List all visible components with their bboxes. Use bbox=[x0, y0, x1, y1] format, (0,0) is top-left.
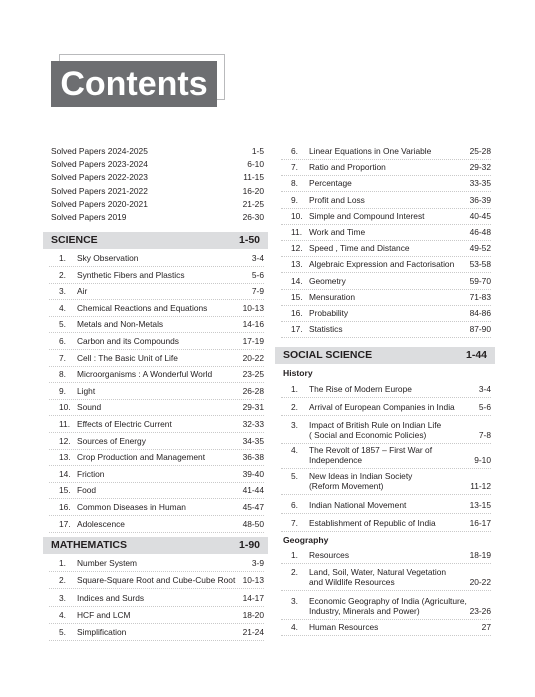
entry-title: Cell : The Basic Unit of Life bbox=[77, 352, 178, 363]
entry-number: 4. bbox=[59, 302, 66, 313]
entry-number: 10. bbox=[291, 210, 303, 221]
toc-entry[interactable] bbox=[49, 575, 264, 589]
entry-pages: 18-20 bbox=[242, 609, 264, 620]
section-title: SOCIAL SCIENCE bbox=[283, 349, 373, 361]
entry-number: 10. bbox=[59, 402, 71, 413]
toc-entry[interactable] bbox=[281, 567, 491, 591]
entry-number: 3. bbox=[291, 596, 298, 606]
entry-title: Solved Papers 2022-2023 bbox=[51, 172, 148, 183]
toc-entry[interactable] bbox=[49, 172, 264, 185]
entry-title: Land, Soil, Water, Natural Vegetation and Wildlife Resources bbox=[309, 567, 447, 587]
entry-number: 4. bbox=[59, 609, 66, 620]
entry-title: Linear Equations in One Variable bbox=[309, 146, 432, 156]
entry-title: Economic Geography of India (Agriculture, Industry, Minerals and Power) bbox=[309, 596, 467, 616]
entry-title: Algebraic Expression and Factorisation bbox=[309, 259, 455, 270]
entry-pages: 16-17 bbox=[469, 518, 491, 528]
entry-pages: 3-4 bbox=[251, 253, 264, 263]
section-title: SCIENCE bbox=[51, 234, 98, 246]
entry-title: The Rise of Modern Europe bbox=[309, 384, 412, 394]
toc-entry[interactable] bbox=[49, 319, 264, 333]
entry-title: The Revolt of 1857 – First War of Independence bbox=[309, 445, 433, 465]
entry-pages: 32-33 bbox=[242, 419, 264, 429]
toc-entry[interactable] bbox=[49, 485, 264, 499]
entry-pages: 36-38 bbox=[242, 452, 264, 463]
entry-pages: 10-13 bbox=[242, 575, 264, 586]
toc-entry[interactable] bbox=[49, 469, 264, 483]
toc-entry[interactable] bbox=[49, 452, 264, 466]
entry-pages: 5-6 bbox=[478, 402, 491, 412]
entry-title: Percentage bbox=[309, 178, 352, 189]
entry-pages: 14-17 bbox=[242, 592, 264, 603]
entry-title: Common Diseases in Human bbox=[77, 502, 186, 512]
toc-entry[interactable] bbox=[281, 550, 491, 564]
entry-pages: 20-22 bbox=[242, 352, 264, 363]
entry-number: 1. bbox=[291, 384, 298, 394]
toc-entry[interactable] bbox=[49, 386, 264, 400]
entry-title: Solved Papers 2024-2025 bbox=[51, 146, 148, 156]
entry-pages: 11-12 bbox=[470, 481, 491, 491]
toc-entry[interactable] bbox=[281, 518, 491, 532]
toc-entry[interactable] bbox=[281, 162, 491, 176]
entry-pages: 5-6 bbox=[251, 269, 264, 280]
entry-number: 7. bbox=[291, 162, 298, 173]
entry-title: Simplification bbox=[77, 627, 127, 638]
page-title: Contents bbox=[60, 65, 208, 103]
entry-title: Solved Papers 2023-2024 bbox=[51, 159, 148, 170]
entry-number: 2. bbox=[291, 402, 298, 412]
entry-number: 3. bbox=[291, 420, 298, 430]
entry-title: Resources bbox=[309, 550, 350, 560]
entry-number: 17. bbox=[59, 518, 71, 529]
section-pages: 1-50 bbox=[238, 234, 260, 246]
toc-entry[interactable] bbox=[281, 420, 491, 444]
toc-entry[interactable] bbox=[281, 471, 491, 495]
entry-number: 16. bbox=[291, 308, 303, 318]
entry-number: 3. bbox=[59, 286, 66, 297]
toc-entry[interactable] bbox=[281, 276, 491, 290]
entry-pages: 45-47 bbox=[242, 502, 264, 512]
entry-number: 3. bbox=[59, 592, 66, 603]
entry-pages: 23-26 bbox=[469, 606, 491, 616]
entry-pages: 7-9 bbox=[251, 286, 264, 297]
entry-title: Geometry bbox=[309, 275, 346, 286]
geography-subheading: Geography bbox=[283, 535, 329, 545]
entry-number: 5. bbox=[59, 319, 66, 330]
entry-title: Square-Square Root and Cube-Cube Root bbox=[77, 575, 236, 586]
toc-entry[interactable] bbox=[281, 259, 491, 273]
entry-pages: 6-10 bbox=[247, 159, 264, 170]
toc-entry[interactable] bbox=[49, 353, 264, 367]
toc-entry[interactable] bbox=[281, 384, 491, 398]
toc-entry[interactable] bbox=[281, 622, 491, 636]
section-title: MATHEMATICS bbox=[51, 539, 128, 551]
entry-title: Statistics bbox=[309, 324, 343, 335]
toc-entry[interactable] bbox=[49, 303, 264, 317]
entry-title: Ratio and Proportion bbox=[309, 162, 386, 173]
toc-entry[interactable] bbox=[281, 324, 491, 338]
entry-number: 4. bbox=[291, 445, 298, 455]
entry-number: 5. bbox=[291, 471, 298, 481]
entry-title: Solved Papers 2020-2021 bbox=[51, 198, 148, 209]
toc-entry[interactable] bbox=[281, 146, 491, 160]
entry-pages: 3-4 bbox=[478, 384, 491, 394]
toc-entry[interactable] bbox=[281, 211, 491, 225]
entry-title: Sources of Energy bbox=[77, 435, 146, 446]
entry-pages: 7-8 bbox=[478, 430, 491, 440]
entry-pages: 71-83 bbox=[469, 291, 491, 302]
entry-number: 1. bbox=[291, 550, 298, 560]
entry-number: 4. bbox=[291, 622, 298, 632]
entry-pages: 21-25 bbox=[242, 198, 264, 209]
entry-title: Sound bbox=[77, 402, 102, 413]
entry-title: New Ideas in Indian Society (Reform Movement) bbox=[309, 471, 413, 491]
entry-number: 8. bbox=[59, 369, 66, 380]
toc-entry[interactable] bbox=[281, 243, 491, 257]
entry-pages: 26-28 bbox=[242, 385, 264, 396]
entry-title: Profit and Loss bbox=[309, 194, 365, 205]
entry-pages: 87-90 bbox=[469, 324, 491, 335]
entry-pages: 41-44 bbox=[242, 485, 264, 496]
toc-entry[interactable] bbox=[49, 199, 264, 212]
entry-pages: 40-45 bbox=[469, 210, 491, 221]
entry-pages: 48-50 bbox=[242, 518, 264, 529]
toc-entry[interactable] bbox=[281, 500, 491, 514]
entry-pages: 25-28 bbox=[469, 146, 491, 156]
entry-number: 1. bbox=[59, 558, 66, 568]
entry-title: Arrival of European Companies in India bbox=[309, 402, 455, 412]
toc-entry[interactable] bbox=[281, 308, 491, 322]
history-subheading: History bbox=[283, 368, 313, 378]
entry-pages: 53-58 bbox=[469, 259, 491, 270]
entry-pages: 29-31 bbox=[242, 402, 264, 413]
toc-entry[interactable] bbox=[281, 445, 491, 469]
entry-number: 1. bbox=[59, 253, 66, 263]
toc-entry[interactable] bbox=[49, 519, 264, 533]
entry-title: Number System bbox=[77, 558, 138, 568]
entry-number: 11. bbox=[59, 419, 71, 429]
toc-entry[interactable] bbox=[49, 436, 264, 450]
entry-number: 6. bbox=[291, 500, 298, 510]
entry-title: Chemical Reactions and Equations bbox=[77, 302, 208, 313]
entry-pages: 16-20 bbox=[242, 185, 264, 196]
entry-pages: 3-9 bbox=[251, 558, 264, 568]
entry-pages: 84-86 bbox=[469, 308, 491, 318]
entry-title: Indian National Movement bbox=[309, 500, 407, 510]
entry-pages: 17-19 bbox=[242, 336, 264, 346]
entry-number: 15. bbox=[291, 291, 303, 302]
entry-title: HCF and LCM bbox=[77, 609, 131, 620]
toc-entry[interactable] bbox=[281, 227, 491, 241]
section-pages: 1-44 bbox=[465, 349, 487, 361]
entry-number: 2. bbox=[291, 567, 298, 577]
entry-title: Air bbox=[77, 286, 88, 297]
entry-pages: 26-30 bbox=[242, 212, 264, 222]
toc-entry[interactable] bbox=[49, 610, 264, 624]
entry-number: 2. bbox=[59, 269, 66, 280]
entry-pages: 13-15 bbox=[469, 500, 491, 510]
entry-number: 13. bbox=[59, 452, 71, 463]
entry-title: Light bbox=[77, 385, 96, 396]
toc-entry[interactable] bbox=[49, 593, 264, 607]
entry-number: 9. bbox=[291, 194, 298, 205]
toc-entry[interactable] bbox=[49, 419, 264, 433]
entry-number: 16. bbox=[59, 502, 71, 512]
entry-number: 12. bbox=[291, 243, 303, 254]
entry-pages: 33-35 bbox=[469, 178, 491, 189]
entry-number: 14. bbox=[59, 468, 71, 479]
entry-number: 7. bbox=[59, 352, 66, 363]
entry-number: 11. bbox=[291, 227, 303, 237]
mathematics-section-header bbox=[43, 537, 268, 554]
toc-entry[interactable] bbox=[49, 159, 264, 172]
entry-title: Microorganisms : A Wonderful World bbox=[77, 369, 213, 380]
toc-entry[interactable] bbox=[49, 369, 264, 383]
section-pages: 1-90 bbox=[238, 539, 260, 551]
entry-pages: 10-13 bbox=[242, 302, 264, 313]
toc-entry[interactable] bbox=[49, 286, 264, 300]
entry-title: Indices and Surds bbox=[77, 592, 145, 603]
entry-title: Solved Papers 2021-2022 bbox=[51, 185, 148, 196]
entry-number: 5. bbox=[59, 627, 66, 638]
entry-title: Establishment of Republic of India bbox=[309, 518, 436, 528]
toc-entry[interactable] bbox=[49, 336, 264, 350]
entry-title: Sky Observation bbox=[77, 253, 139, 263]
entry-pages: 39-40 bbox=[242, 468, 264, 479]
toc-entry[interactable] bbox=[49, 186, 264, 199]
entry-pages: 20-22 bbox=[469, 577, 491, 587]
entry-number: 15. bbox=[59, 485, 71, 496]
entry-number: 6. bbox=[59, 336, 66, 346]
entry-pages: 29-32 bbox=[469, 162, 491, 173]
entry-number: 2. bbox=[59, 575, 66, 586]
entry-pages: 21-24 bbox=[242, 627, 264, 638]
toc-entry[interactable] bbox=[281, 195, 491, 209]
entry-pages: 36-39 bbox=[469, 194, 491, 205]
entry-pages: 18-19 bbox=[469, 550, 491, 560]
toc-entry[interactable] bbox=[49, 558, 264, 572]
entry-pages: 9-10 bbox=[474, 455, 491, 465]
entry-title: Mensuration bbox=[309, 291, 356, 302]
entry-title: Adolescence bbox=[77, 518, 125, 529]
toc-entry[interactable] bbox=[49, 253, 264, 267]
toc-entry[interactable] bbox=[281, 402, 491, 416]
entry-title: Work and Time bbox=[309, 227, 366, 237]
entry-title: Carbon and its Compounds bbox=[77, 336, 179, 346]
entry-title: Solved Papers 2019 bbox=[51, 212, 127, 222]
entry-title: Food bbox=[77, 485, 97, 496]
entry-pages: 1-5 bbox=[251, 146, 264, 156]
entry-title: Speed , Time and Distance bbox=[309, 243, 410, 254]
toc-entry[interactable] bbox=[49, 212, 264, 225]
entry-number: 7. bbox=[291, 518, 298, 528]
entry-title: Simple and Compound Interest bbox=[309, 210, 425, 221]
entry-pages: 11-15 bbox=[243, 172, 264, 183]
toc-entry[interactable] bbox=[49, 627, 264, 641]
toc-entry[interactable] bbox=[49, 402, 264, 416]
social-science-section-header bbox=[275, 347, 495, 364]
entry-pages: 46-48 bbox=[469, 227, 491, 237]
entry-title: Crop Production and Management bbox=[77, 452, 206, 463]
entry-number: 13. bbox=[291, 259, 303, 270]
entry-title: Synthetic Fibers and Plastics bbox=[77, 269, 185, 280]
toc-entry[interactable] bbox=[281, 178, 491, 192]
toc-entry[interactable] bbox=[49, 146, 264, 159]
toc-entry[interactable] bbox=[49, 502, 264, 516]
entry-pages: 27 bbox=[481, 622, 491, 632]
entry-title: Probability bbox=[309, 308, 349, 318]
entry-title: Friction bbox=[77, 468, 105, 479]
entry-pages: 59-70 bbox=[469, 275, 491, 286]
entry-number: 8. bbox=[291, 178, 298, 189]
entry-title: Metals and Non-Metals bbox=[77, 319, 164, 330]
toc-entry[interactable] bbox=[49, 270, 264, 284]
entry-title: Human Resources bbox=[309, 622, 379, 632]
entry-title: Effects of Electric Current bbox=[77, 419, 172, 429]
science-section-header bbox=[43, 232, 268, 249]
toc-entry[interactable] bbox=[281, 292, 491, 306]
entry-number: 12. bbox=[59, 435, 71, 446]
entry-pages: 14-16 bbox=[242, 319, 264, 330]
entry-pages: 23-25 bbox=[242, 369, 264, 380]
entry-title: Impact of British Rule on Indian Life ( Social and Economic Policies) bbox=[309, 420, 442, 440]
toc-entry[interactable] bbox=[281, 596, 491, 620]
entry-number: 6. bbox=[291, 146, 298, 156]
entry-pages: 34-35 bbox=[242, 435, 264, 446]
entry-number: 17. bbox=[291, 324, 303, 335]
entry-pages: 49-52 bbox=[469, 243, 491, 254]
entry-number: 14. bbox=[291, 275, 303, 286]
entry-number: 9. bbox=[59, 385, 66, 396]
